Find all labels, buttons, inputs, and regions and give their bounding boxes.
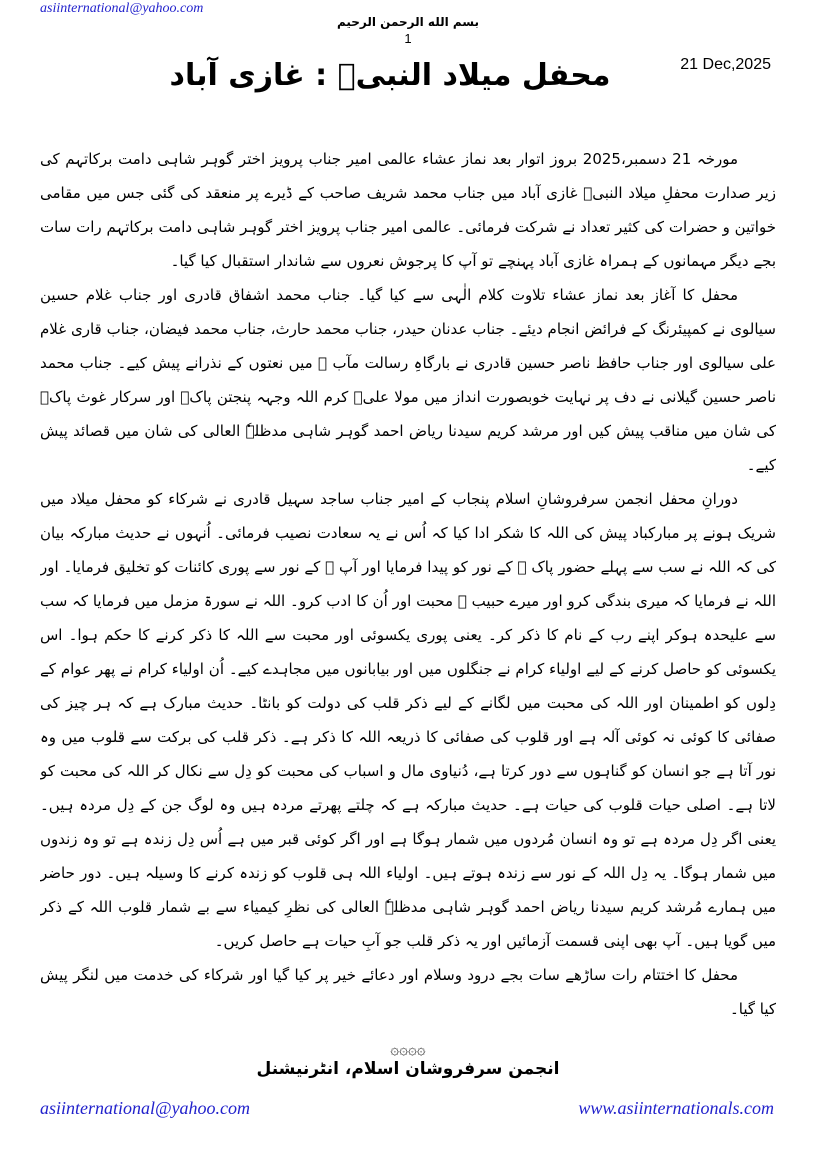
document-title: محفل میلاد النبیؐ : غازی آباد <box>169 58 611 93</box>
paragraph-speech: دورانِ محفل انجمن سرفروشانِ اسلام پنجاب کے امیر جناب ساجد سہیل قادری نے شرکاء کو محفل میلاد میں شریک ہونے پر مبارکباد پیش کی اللہ کا شکر ادا کیا کہ اُس نے یہ سعادت نصیب فرمائی۔ اُنہوں نے حدیث مبارکہ بیان کی کہ اللہ نے سب سے پہلے حضور پاک ﷺ کے نور کو پیدا فرمایا اور آپ ﷺ کے نور سے پوری کائنات کو تخلیق فرمایا۔ اور اللہ نے فرمایا کہ میری بندگی کرو اور میرے حبیب ﷺ محبت اور اُن کا ادب کرو۔ اللہ نے سورۃ مزمل میں فرمایا کہ سب سے علیحدہ ہوکر اپنے رب کے نام کا ذکر کر۔ یعنی پوری یکسوئی اور محبت سے اللہ کا ذکر کرنے کا حکم ہوا۔ اس یکسوئی کو حاصل کرنے کے لیے اولیاء کرام نے جنگلوں میں اور بیابانوں میں مجاہدے کیے۔ اُن اولیاء کرام نے پھر عوام کے دِلوں کو اطمینان اور اللہ کی محبت میں لگانے کے لیے ذکر قلب کی دولت کو بانٹا۔ حدیث مبارک ہے کہ ہر چیز کی صفائی کا کوئی نہ کوئی آلہ ہے اور قلوب کی صفائی کا ذریعہ اللہ کا ذکر ہے۔ ذکر قلب کی برکت سے قلوب میں وہ نور آتا ہے جو انسان کو گناہوں سے دور کرتا ہے، دُنیاوی مال و اسباب کی محبت کو دِل سے نکال کر اللہ کی محبت کو لاتا ہے۔ اصلی حیات قلوب کی حیات ہے۔ حدیث مبارکہ ہے کہ چلتے پھرتے مردہ ہیں وہ لوگ جن کے دِل مردہ ہیں۔ یعنی اگر دِل مردہ ہے تو وہ انسان مُردوں میں شمار ہوگا ہے اور اگر کوئی قبر میں ہے اُس دِل زندہ ہے تو وہ زندوں میں شمار ہوگا۔ یہ دِل اللہ کے نور سے زندہ ہوتے ہیں۔ اولیاء اللہ ہی قلوب کو زندہ کرنے کا وسیلہ ہیں۔ دور حاضر میں ہمارے مُرشد کریم سیدنا ریاض احمد گوہر شاہی مدظلہٗ العالی کی نظرِ کیمیاء سے بے شمار قلوب اللہ کے ذکر میں گویا ہیں۔ آپ بھی اپنی قسمت آزمائیں اور یہ ذکر قلب جو آبِ حیات ہے حاصل کریں۔ <box>40 490 776 950</box>
footer-website-link[interactable]: www.asiinternationals.com <box>578 1098 774 1118</box>
organization-name: انجمن سرفروشان اسلام، انٹرنیشنل <box>256 1059 560 1079</box>
page-number: 1 <box>404 31 412 46</box>
bismillah-text: بسم الله الرحمن الرحيم <box>336 15 480 29</box>
document-date: 21 Dec,2025 <box>680 56 771 73</box>
footer-email-link[interactable]: asiinternational@yahoo.com <box>40 1098 251 1118</box>
paragraph-conclusion: محفل کا اختتام رات ساڑھے سات بجے درود وسلام اور دعائے خیر پر کیا گیا اور شرکاء کی خدمت میں لنگر پیش کیا گیا۔ <box>40 966 776 1018</box>
paragraph-program: محفل کا آغاز بعد نماز عشاء تلاوت کلام الٰہی سے کیا گیا۔ جناب محمد اشفاق قادری اور جناب غلام حسین سیالوی نے کمپیئرنگ کے فرائض انجام دیئے۔ جناب عدنان حیدر، جناب محمد حارث، جناب محمد فیضان، جناب قاری غلام علی سیالوی اور جناب حافظ ناصر حسین قادری نے بارگاہِ رسالت مآب ﷺ میں نعتوں کے نذرانے پیش کیے۔ جناب محمد ناصر حسین گیلانی نے دف پر نہایت خوبصورت انداز میں مولا علیؑ کرم اللہ وجہہ پنجتن پاکؑ اور سرکار غوث پاکؒ کی شان میں مناقب پیش کیں اور مرشد کریم سیدنا ریاض احمد گوہر شاہی مدظلہٗ العالی کی شان میں قصائد پیش کیے۔ <box>40 286 776 474</box>
ornament-stars-icon: ۞۞۞۞ <box>390 1040 426 1058</box>
paragraph-intro: مورخہ 21 دسمبر،2025 بروز اتوار بعد نماز عشاء عالمی امیر جناب پرویز اختر گوہر شاہی دامت برکاتہم کی زیر صدارت محفلِ میلاد النبیؐ غازی آباد میں جناب محمد شریف صاحب کے ڈیرے پر منعقد کی گئی جس میں مقامی خواتین و حضرات کی کثیر تعداد نے شرکت فرمائی۔ عالمی امیر جناب پرویز اختر گوہر شاہی دامت برکاتہم رات سات بجے دیگر مہمانوں کے ہمراہ غازی آباد پہنچے تو آپ کا پرجوش نعروں سے شاندار استقبال کیا گیا۔ <box>40 150 776 270</box>
header-email-link[interactable]: asiinternational@yahoo.com <box>40 1 204 16</box>
document-body <box>40 142 776 1027</box>
